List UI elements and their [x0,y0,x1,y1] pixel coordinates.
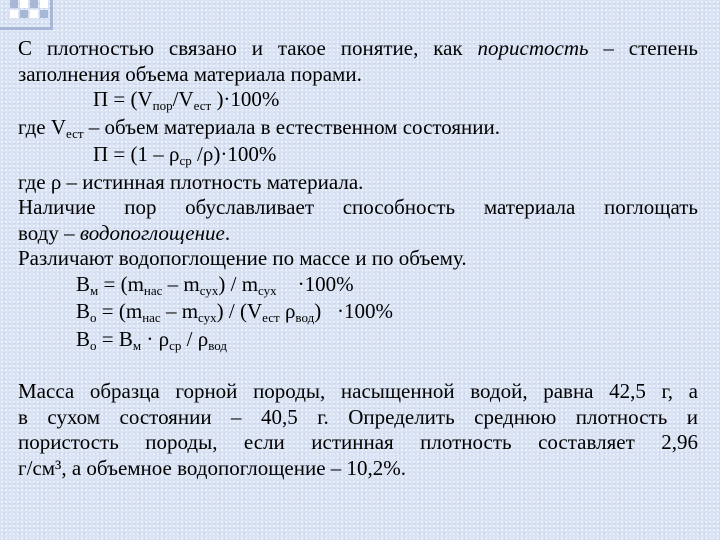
text-segment: в сухом состоянии – 40,5 г. Определить среднюю плотность и [18,404,698,429]
text-segment: – объем материала в естественном состоянии. [83,114,501,139]
formula-subscript: нас [142,310,161,325]
formula-segment: П = (1 – ρ [93,142,180,166]
formula-porosity-density [18,142,698,170]
formula-subscript: о [90,310,97,325]
text-line-vest-definition [18,115,698,143]
formula-subscript: о [90,337,97,353]
problem-line-1 [18,379,698,405]
formula-subscript: нас [143,282,163,298]
text-line-absorption-types [18,246,698,272]
text-segment: . [224,220,231,245]
formula-subscript: сух [258,282,277,298]
formula-segment: П = (V [93,87,153,111]
text-line-rho-definition [18,170,698,196]
formula-porosity-volume [18,87,698,115]
problem-line-2 [18,405,698,431]
formula-segment: /ρ)·100% [191,142,277,166]
formula-segment: · ρ [141,326,170,351]
text-line-porosity-definition [18,62,698,88]
formula-absorption-mass [18,272,698,300]
formula-segment: = (m [96,299,143,323]
formula-segment: ) ·100% [314,299,393,323]
corner-decoration [0,0,70,28]
formula-subscript: ср [169,337,182,353]
slide-content [18,36,698,481]
formula-subscript: ср [179,153,192,168]
formula-subscript: сух [199,282,219,298]
formula-absorption-relation [18,327,698,355]
text-segment: С плотностью связано и такое понятие, как [18,36,478,60]
formula-segment: – m [160,299,199,323]
text-segment: Наличие пор обуславливает способность материала поглощать [18,195,698,219]
formula-subscript: вод [295,310,315,325]
formula-subscript: ест [262,310,280,325]
term-water-absorption: водопоглощение [79,220,225,245]
formula-subscript: пор [152,98,173,113]
formula-segment: ·100% [276,271,354,296]
formula-absorption-volume [18,299,698,327]
text-segment: – степень [588,36,698,60]
formula-subscript: ест [193,98,212,113]
text-segment: где ρ – истинная плотность материала. [18,169,364,194]
text-line-water-absorption [18,221,698,247]
formula-segment: )·100% [211,87,280,111]
formula-segment: = (m [98,271,144,296]
formula-segment: /V [172,87,194,111]
formula-segment: ρ [279,299,296,323]
formula-segment: В [76,326,91,351]
formula-subscript: сух [198,310,217,325]
text-line-porosity-intro [18,36,698,62]
text-segment: заполнения объема материала порами. [18,61,362,86]
formula-segment: – m [162,271,200,296]
formula-subscript: м [90,282,99,298]
text-segment: воду – [18,220,80,245]
text-line-pores-ability [18,195,698,221]
formula-segment: ) / m [218,271,259,296]
formula-segment: / ρ [181,326,209,351]
problem-line-4 [18,456,698,482]
formula-subscript: вод [208,337,227,353]
paragraph-gap [18,354,698,379]
formula-subscript: м [132,337,142,353]
text-segment: Различают водопоглощение по массе и по объему. [18,246,467,270]
problem-line-3 [18,430,698,456]
text-subscript: ест [66,125,84,141]
formula-segment: ) / (V [216,299,263,323]
text-segment: Масса образца горной породы, насыщенной водой, равна 42,5 г, а [18,379,698,403]
text-segment: пористость породы, если истинная плотность составляет 2,96 [18,430,698,454]
formula-segment: = В [96,326,133,351]
formula-segment: В [76,271,91,296]
term-porosity: пористость [477,36,589,60]
formula-segment: В [76,299,91,323]
text-segment: где V [18,114,66,139]
text-segment: г/см³, а объемное водопоглощение – 10,2%. [18,455,407,480]
